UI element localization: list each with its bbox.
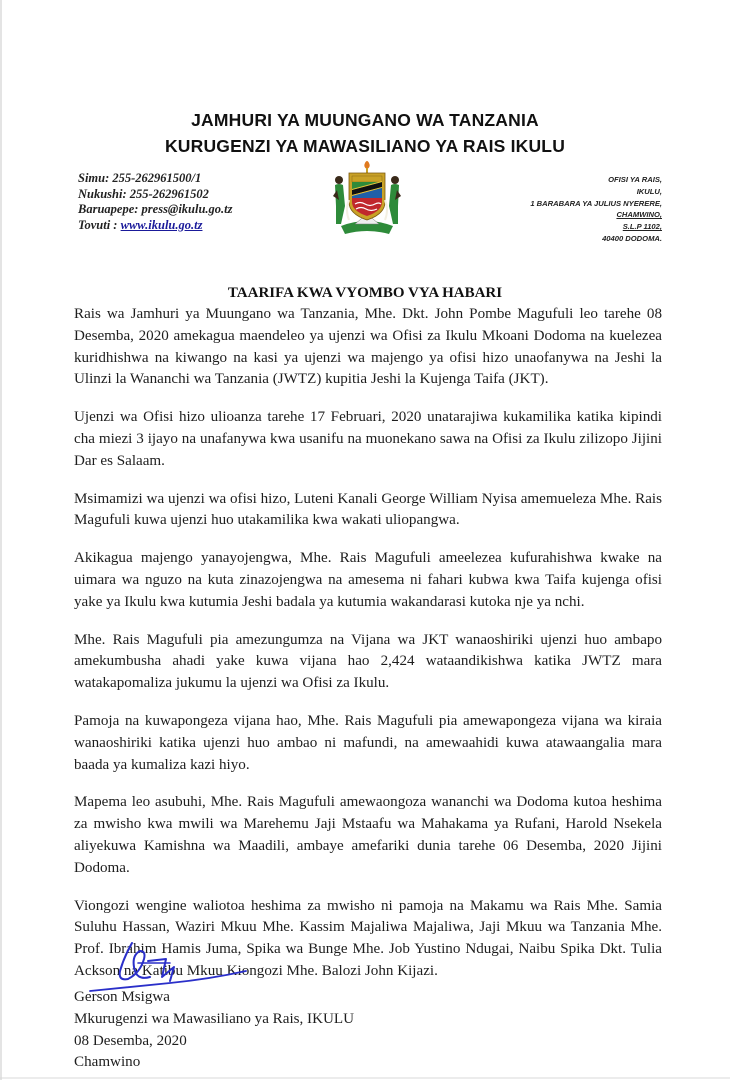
press-release-body bbox=[74, 304, 662, 999]
paragraph: Mapema leo asubuhi, Mhe. Rais Magufuli amewaongoza wananchi wa Dodoma kutoa heshima za mwisho kwa mwili wa Marehemu Jaji Mstaafu wa Mahakama ya Rufani, Harold Nsekela aliyekuwa Kamishna wa Maadili, ambaye amefariki dunia tarehe 06 Desemba, 2020 Jijini Dodoma. bbox=[74, 794, 662, 876]
website-row bbox=[78, 218, 233, 234]
paragraph: Ujenzi wa Ofisi hizo ulioanza tarehe 17 Februari, 2020 unatarajiwa kukamilika katika kipindi cha miezi 3 ijayo na unafanywa kwa usanifu na muonekano sawa na Ofisi za Ikulu zilizopo Jijini Dar es Salaam. bbox=[74, 409, 662, 469]
email-text: Baruapepe: press@ikulu.go.tz bbox=[78, 202, 233, 216]
signoff-place: Chamwino bbox=[74, 1054, 141, 1071]
website-label: Tovuti : bbox=[78, 217, 121, 232]
document-heading: TAARIFA KWA VYOMBO VYA HABARI bbox=[227, 285, 503, 301]
tanzania-coat-of-arms-icon bbox=[327, 160, 407, 236]
signatory-title: Mkurugenzi wa Mawasiliano ya Rais, IKULU bbox=[74, 1010, 355, 1027]
paragraph: Pamoja na kuwapongeza vijana hao, Mhe. Rais Magufuli pia amewapongeza vijana wa kiraia wanaoshiriki katika ujenzi huo ambao ni mafundi, na amewaahidi kuwa atawaangalia mara baada ya kumaliza kazi hiyo. bbox=[74, 712, 662, 773]
contact-details bbox=[78, 171, 233, 233]
address-line-4: CHAMWINO, bbox=[616, 210, 662, 220]
fax-text: Nukushi: 255-262961502 bbox=[78, 186, 209, 201]
header-title-line1: JAMHURI YA MUUNGANO WA TANZANIA bbox=[191, 110, 539, 130]
signoff-block bbox=[74, 987, 354, 1074]
phone-text: Simu: 255-262961500/1 bbox=[78, 171, 202, 185]
address-line-3: 1 BARABARA YA JULIUS NYERERE, bbox=[530, 198, 662, 208]
signatory-name: Gerson Msigwa bbox=[74, 989, 171, 1005]
paragraph: Mhe. Rais Magufuli pia amezungumza na Vijana wa JKT wanaoshiriki ujenzi huo ambapo amekumbusha ahadi yake kuwa vijana hao 2,424 wataandikishwa katika JWTZ mara watakapomaliza jukumu la ujenzi wa Ofisi za Ikulu. bbox=[74, 631, 662, 692]
paragraph: Akikagua majengo yanayojengwa, Mhe. Rais Magufuli ameelezea kufurahishwa kwake na uimara wa nguzo na kuta zinazojengwa na amesema ni fahari kubwa kwa Taifa kujenga ofisi yake ya Ikulu kwa kutumia Jeshi badala ya kutumia wakandarasi kutoka nje ya nchi. bbox=[74, 550, 662, 610]
paragraph: Msimamizi wa ujenzi wa ofisi hizo, Luteni Kanali George William Nyisa amemueleza Mhe. Rais Magufuli kuwa ujenzi huo utakamilika kwa wakati uliopangwa. bbox=[74, 490, 662, 529]
paragraph: Rais wa Jamhuri ya Muungano wa Tanzania, Mhe. Dkt. John Pombe Magufuli leo tarehe 08 Desemba, 2020 amekagua maendeleo ya ujenzi wa Ofisi za Ikulu Mkoani Dodoma na kuelezea kuridhishwa na kiwango na kasi ya ujenzi wa majengo ya ofisi hizo unaofanywa na Jeshi la Ulinzi la Wananchi wa Tanzania (JWTZ) kupitia Jeshi la Kujenga Taifa (JKT). bbox=[74, 306, 662, 388]
paragraph: Viongozi wengine waliotoa heshima za mwisho ni pamoja na Makamu wa Rais Mhe. Samia Suluhu Hassan, Waziri Mkuu Mhe. Kassim Majaliwa Majaliwa, Jaji Mkuu wa Tanzania Mhe. Prof. Ibrahim Hamis Juma, Spika wa Bunge Mhe. Job Yustino Ndugai, Naibu Spika Dkt. Tulia Ackson na Katibu Mkuu Kiongozi Mhe. Balozi John Kijazi. bbox=[74, 897, 662, 979]
address-line-1: OFISI YA RAIS, bbox=[608, 175, 662, 184]
address-line-6: 40400 DODOMA. bbox=[602, 233, 662, 243]
office-address bbox=[530, 174, 662, 245]
address-line-2: IKULU, bbox=[636, 186, 662, 196]
address-line-5: S.L.P 1102, bbox=[622, 222, 662, 232]
website-link[interactable]: www.ikulu.go.tz bbox=[120, 217, 203, 232]
signoff-date: 08 Desemba, 2020 bbox=[74, 1032, 187, 1049]
header-title-line2: KURUGENZI YA MAWASILIANO YA RAIS IKULU bbox=[164, 136, 566, 156]
